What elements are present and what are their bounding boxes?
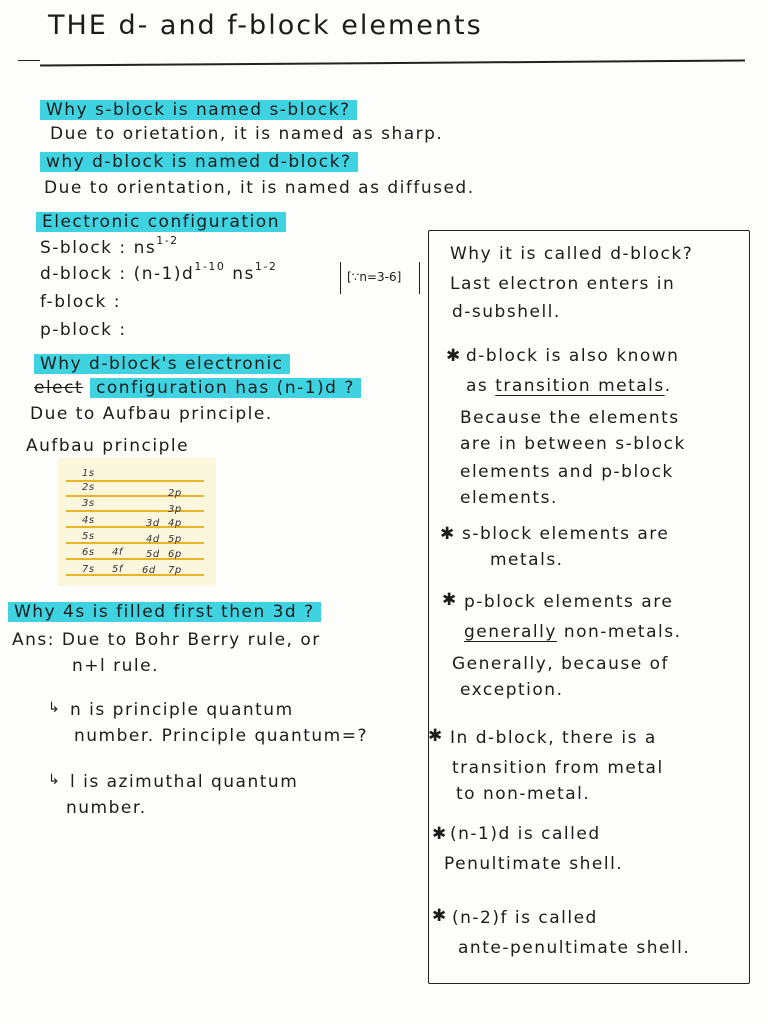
orbital-label: 3d: [146, 518, 160, 529]
orbital-label: 6d: [142, 565, 156, 576]
orbital-label: 4f: [112, 547, 123, 558]
b2-line1: s-block elements are: [462, 524, 670, 544]
ec-d-block: d-block : $(n-1)d^{1-10}$ $ns^{1-2}$: [40, 260, 278, 284]
orbital-label: 6s: [82, 547, 95, 558]
orbital-label: 4d: [146, 534, 160, 545]
hook-arrow-icon: ↳: [48, 700, 60, 716]
q-config-line1: Why d-block's electronic: [34, 354, 290, 374]
orbital-label: 5f: [112, 564, 123, 575]
orbital-label: 1s: [82, 468, 95, 479]
ec-heading: Electronic configuration: [36, 212, 286, 232]
b2-line2: metals.: [490, 550, 564, 570]
b1-line6: elements.: [460, 488, 558, 508]
orbital-label: 2p: [168, 488, 182, 499]
ec-p-block: p-block :: [40, 320, 127, 340]
b1-line4: are in between s-block: [460, 434, 686, 454]
star-bullet-icon: ✱: [446, 346, 462, 366]
orbital-label: 7s: [82, 564, 95, 575]
a-config: Due to Aufbau principle.: [30, 404, 273, 424]
q-4s: Why 4s is filled first then 3d ?: [8, 602, 321, 622]
b3-line3: Generally, because of: [452, 654, 669, 674]
q-config-line2: elect configuration has (n-1)d ?: [34, 378, 361, 398]
orbital-label: 5s: [82, 531, 95, 542]
b1-line5: elements and p-block: [460, 462, 674, 482]
star-bullet-icon: ✱: [432, 824, 448, 844]
b1-line1: d-block is also known: [466, 346, 680, 366]
orbital-label: 3s: [82, 498, 95, 509]
b3-line1: p-block elements are: [464, 592, 674, 612]
chart-line: [66, 495, 204, 497]
aufbau-chart: [58, 458, 216, 586]
q-s-block: Why s-block is named s-block?: [40, 100, 357, 120]
star-bullet-icon: ✱: [440, 524, 456, 544]
b4-line3: to non-metal.: [456, 784, 591, 804]
title-underline-lead: [18, 60, 40, 61]
orbital-label: 7p: [168, 565, 182, 576]
n-def-line1: n is principle quantum: [70, 700, 294, 720]
b4-line2: transition from metal: [452, 758, 664, 778]
chart-line: [66, 526, 204, 528]
l-def-line2: number.: [66, 798, 147, 818]
n-def-line2: number. Principle quantum=?: [74, 726, 369, 746]
a-called-line1: Last electron enters in: [450, 274, 676, 294]
a-called-line2: d-subshell.: [452, 302, 561, 322]
orbital-label: 4s: [82, 515, 95, 526]
orbital-label: 3p: [168, 504, 182, 515]
q-called: Why it is called d-block?: [450, 244, 694, 264]
hook-arrow-icon: ↳: [48, 772, 60, 788]
b6-line1: (n-2)f is called: [452, 908, 598, 928]
orbital-label: 5d: [146, 549, 160, 560]
orbital-label: 5p: [168, 534, 182, 545]
b3-line2: generally non-metals.: [464, 622, 682, 642]
b6-line2: ante-penultimate shell.: [458, 938, 691, 958]
a-s-block: Due to orietation, it is named as sharp.: [50, 124, 444, 144]
b1-line2: as transition metals.: [466, 376, 672, 396]
b5-line2: Penultimate shell.: [444, 854, 624, 874]
a-4s-line2: n+l rule.: [72, 656, 159, 676]
q-d-block: why d-block is named d-block?: [40, 152, 358, 172]
page-title: THE d- and f-block elements: [48, 10, 483, 41]
orbital-label: 6p: [168, 549, 182, 560]
star-bullet-icon: ✱: [442, 590, 458, 610]
a-4s-line1: Ans: Due to Bohr Berry rule, or: [12, 630, 321, 650]
b3-line4: exception.: [460, 680, 564, 700]
b4-line1: In d-block, there is a: [450, 728, 657, 748]
chart-line: [66, 558, 204, 560]
b5-line1: (n-1)d is called: [450, 824, 601, 844]
b1-line3: Because the elements: [460, 408, 680, 428]
orbital-label: 2s: [82, 482, 95, 493]
chart-line: [66, 542, 204, 544]
ec-s-block: S-block : $ns^{1-2}$: [40, 234, 179, 258]
title-underline: [40, 60, 745, 67]
ec-f-block: f-block :: [40, 292, 121, 312]
n-range-note: [∵n=3-6]: [340, 262, 420, 294]
chart-line: [66, 510, 204, 512]
orbital-label: 4p: [168, 518, 182, 529]
l-def-line1: l is azimuthal quantum: [70, 772, 299, 792]
star-bullet-icon: ✱: [428, 726, 444, 746]
a-d-block: Due to orientation, it is named as diffused.: [44, 178, 475, 198]
aufbau-heading: Aufbau principle: [26, 436, 190, 456]
star-bullet-icon: ✱: [432, 906, 448, 926]
